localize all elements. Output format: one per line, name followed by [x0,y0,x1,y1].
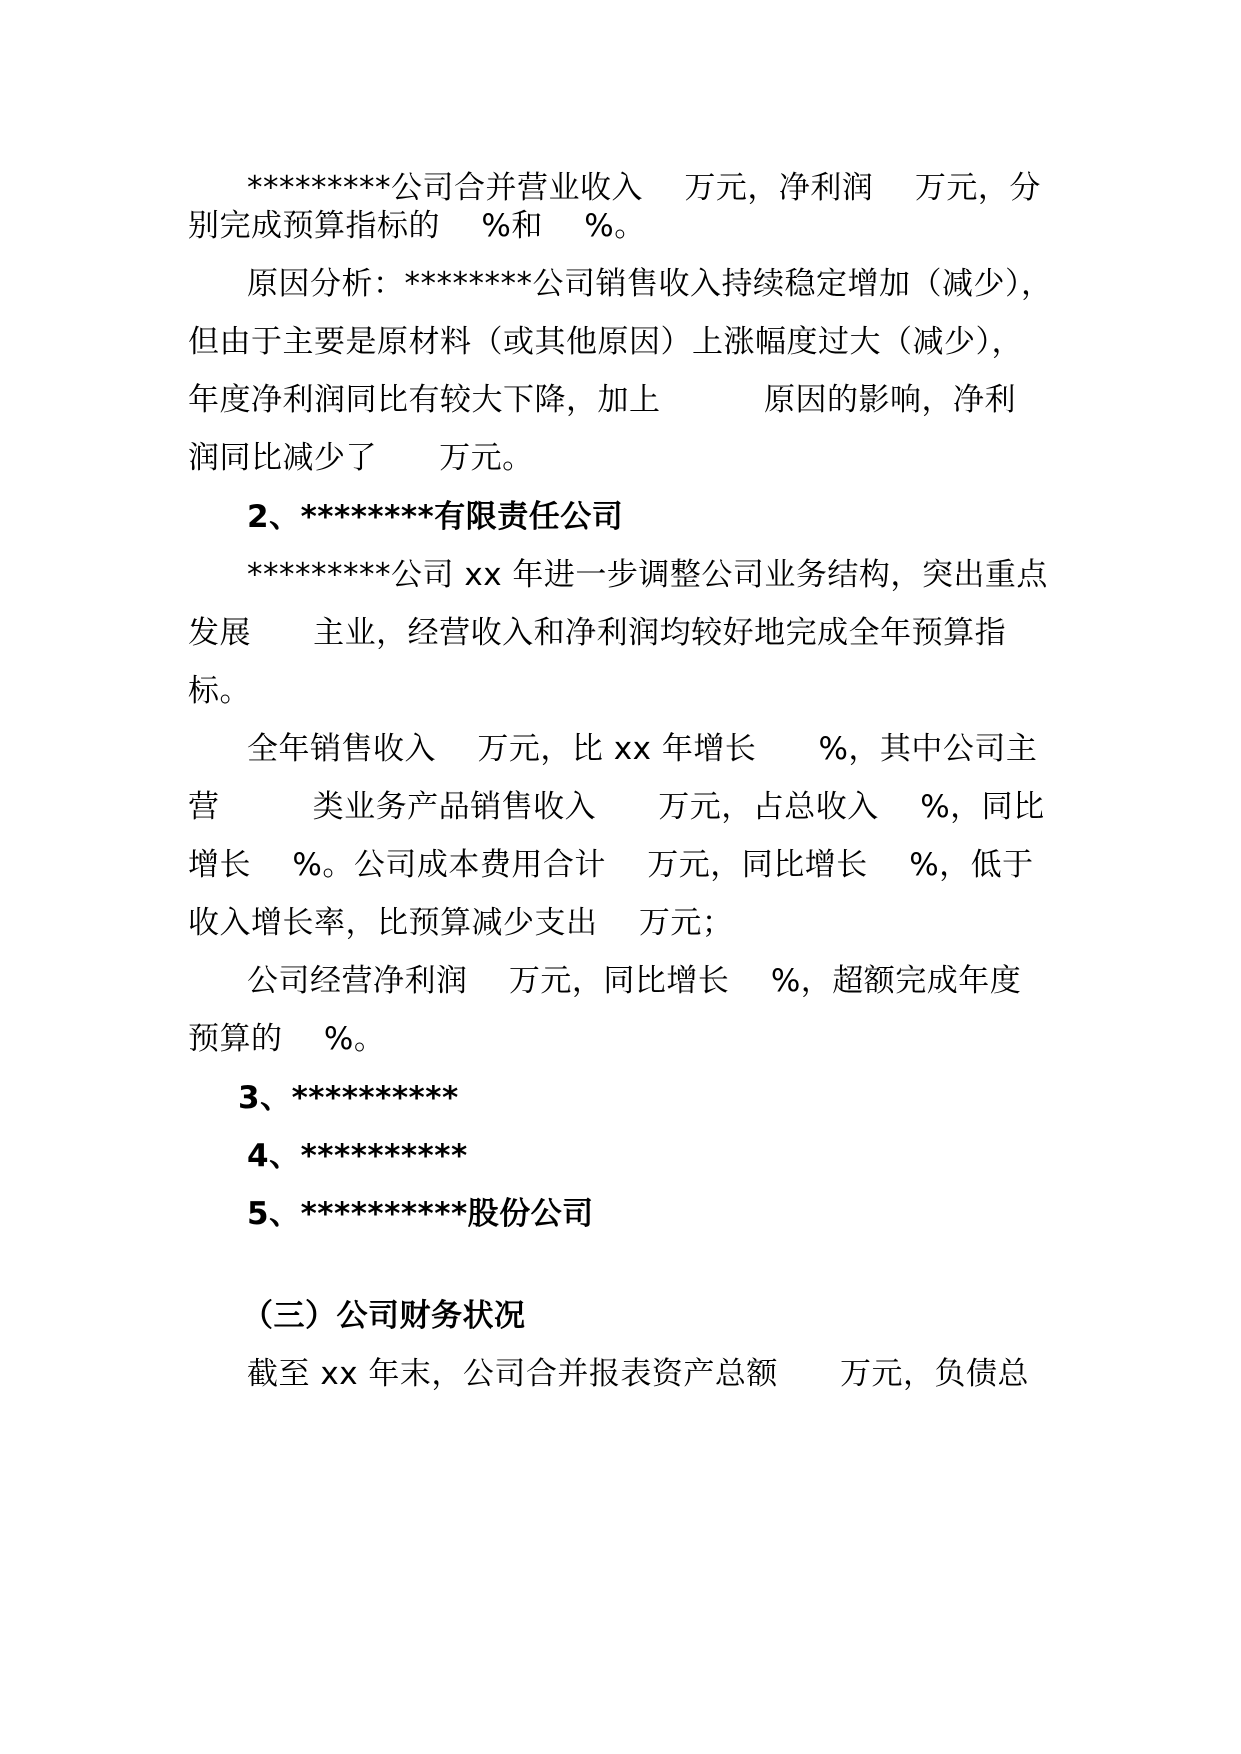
paragraph-line: 截至 xx 年末，公司合并报表资产总额 万元，负债总 [247,1356,1030,1392]
paragraph-line: 润同比减少了 万元。 [188,440,534,476]
section-heading: （三）公司财务状况 [242,1298,526,1334]
paragraph-line: 预算的 %。 [188,1021,386,1057]
paragraph-line: 收入增长率，比预算减少支出 万元； [188,905,734,941]
paragraph-line: 营 类业务产品销售收入 万元，占总收入 %，同比 [188,789,1045,825]
subheading-3: 3、********** [238,1080,459,1116]
paragraph-line: 原因分析：********公司销售收入持续稳定增加（减少）， [247,266,1053,302]
paragraph-line: 全年销售收入 万元，比 xx 年增长 %，其中公司主 [247,731,1038,767]
paragraph-line: *********公司 xx 年进一步调整公司业务结构，突出重点 [247,557,1048,593]
paragraph-line: *********公司合并营业收入 万元，净利润 万元，分 [247,170,1041,206]
paragraph-line: 别完成预算指标的 %和 %。 [188,208,646,244]
subheading-2: 2、********有限责任公司 [247,499,624,535]
paragraph-line: 年度净利润同比有较大下降，加上 原因的影响，净利 [188,382,1017,418]
paragraph-line: 发展 主业，经营收入和净利润均较好地完成全年预算指 [188,615,1007,651]
paragraph-line: 增长 %。公司成本费用合计 万元，同比增长 %，低于 [188,847,1034,883]
subheading-5: 5、**********股份公司 [247,1196,594,1232]
paragraph-line: 标。 [188,673,251,709]
paragraph-line: 但由于主要是原材料（或其他原因）上涨幅度过大（减少）， [188,324,1023,360]
paragraph-line: 公司经营净利润 万元，同比增长 %，超额完成年度 [247,963,1022,999]
subheading-4: 4、********** [247,1138,468,1174]
